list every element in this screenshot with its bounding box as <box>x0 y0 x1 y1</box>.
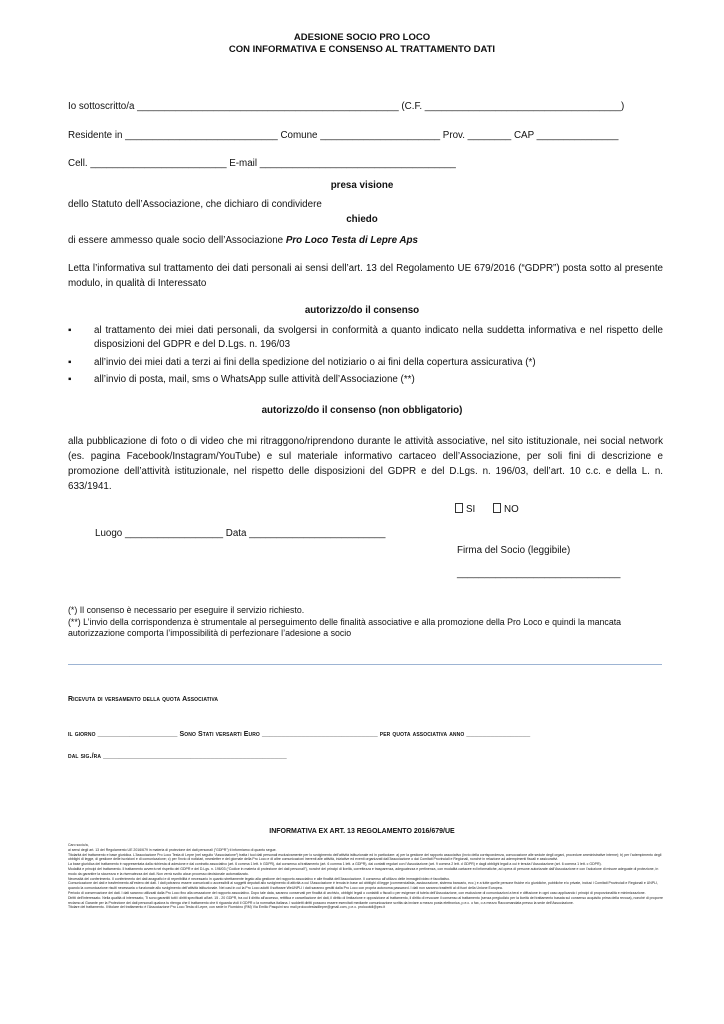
receipt-title: Ricevuta di versamento della quota Associativa <box>68 696 219 703</box>
informativa-paragraph: Modalità e principi del trattamento. Il trattamento avverrà nel rispetto del GDPR e del D.Lgs. n. 196/03 (“Codice in materia di protezione dei dati personali”), nonché dei principi di liceità, correttezza e trasparenza, adeguatezza e pertinenza, con modalità cartacee ed informatiche, ad opera di persone autorizzate dall’Associazione e con l’adozione di misure adeguate di protezione, in modo da garantire la sicurezza e la riservatezza dei dati. Non verrà svolto alcun processo decisionale automatizzato. <box>68 866 659 876</box>
bullet-icon: ▪ <box>68 374 72 385</box>
receipt-payment-row[interactable]: il giorno ____________________ Sono Stati versarti Euro _____________________________ per quota associativa anno ________________ <box>68 731 531 738</box>
footnote-correspondence: (**) L’invio della corrispondenza è strumentale al perseguimento delle finalità associative e alla promozione della Pro Loco e quindi la mancata autorizzazione comporta l’impossibilità di perfezionare l’adesione a socio <box>68 617 622 638</box>
bullet-icon: ▪ <box>68 357 72 368</box>
bullet-icon: ▪ <box>68 325 72 336</box>
checkbox-yes[interactable] <box>455 503 463 513</box>
signature-line[interactable]: ______________________________ <box>457 568 621 579</box>
place-date-field-row[interactable]: Luogo __________________ Data _________________________ <box>95 528 386 539</box>
informativa-title: INFORMATIVA EX ART. 13 REGOLAMENTO 2016/679/UE <box>269 828 455 835</box>
consent-no-option[interactable]: NO <box>493 503 519 515</box>
informativa-paragraph: Necessità del conferimento. Il conferimento dei dati anagrafici e di reperibilità è necessario in quanto strettamente legato alla gestione del rapporto associativo e alle finalità dell’Associazione. Il consenso all’utilizzo delle immagini/video è facoltativo. <box>68 876 451 881</box>
photo-consent-text: alla pubblicazione di foto o di video che mi ritraggono/riprendono durante le attività associative, nel sito istituzionale, nei social network (es. pagina Facebook/Instagram/YouTube) e sul materiale informativo cartaceo dell’Associazione, per soli fini di descrizione e promozione dell’attività istituzionale, nel rispetto delle disposizioni del GDPR e del D.Lgs. n. 196/03, dell’art. 10 c.c. e della L. n. 633/1941. <box>68 436 663 492</box>
optional-consent-heading: autorizzo/do il consenso (non obbligatorio) <box>261 405 463 416</box>
document-title: ADESIONE SOCIO PRO LOCO <box>293 32 431 43</box>
signature-label: Firma del Socio (leggibile) <box>457 545 571 556</box>
informativa-read-text: Letta l’informativa sul trattamento dei dati personali ai sensi dell’art. 13 del Regolamento UE 679/2016 (“GDPR”) posta sotto al presente modulo, in qualità di Interessato <box>68 263 663 289</box>
informativa-paragraph: Comunicazione dei dati e trasferimento all’estero dei dati. I dati potranno essere comunicati o accessibili ai soggetti deputati allo svolgimento di attività a cui l’Associazione è tenuta in base ad obblighi di legge (commercialista, assicurazione, sistema bancario, ecc.) e a tutte quelle persone fisiche e/o giuridiche, pubbliche e/o private, inclusi i Comitati Provinciali e Regionali e UNPLI, quando la comunicazione risulti necessaria o funzionale allo svolgimento dell’attività istituzionale. Nei casi in cui la Pro Loco adotti il software WeUNPLI i dati saranno gestiti dalla Pro Loco con propria autonoma password. I dati non saranno trasferiti al di fuori della Unione Europea. <box>68 881 659 891</box>
contact-field-row[interactable]: Cell. _________________________ E-mail ____________________________________ <box>68 158 456 169</box>
informativa-paragraph: Titolare del trattamento. Il titolare del trattamento è l’Associazione Pro Loco Testa di Lepre, con sede in Fiumicino (RM) Via Emilio Pasquini snc mail prolocotestadilepre@gmail.com, p.e.c. prolocotdl@pec.it <box>68 905 386 910</box>
chiedo-heading: chiedo <box>346 214 378 225</box>
list-item: ▪ al trattamento dei miei dati personali, da svolgersi in conformità a quanto indicato nella suddetta informativa e nel rispetto delle disposizioni del GDPR e del D.Lgs. n. 196/03 <box>68 325 663 350</box>
footnote-required: (*) Il consenso è necessario per eseguire il servizio richiesto. <box>68 605 305 615</box>
consent-yes-option[interactable]: SI <box>455 503 475 515</box>
name-cf-field-row[interactable]: Io sottoscritto/a ________________________________________________ (C.F. ____________________________________) <box>68 101 625 112</box>
informativa-paragraph: Caro socio/a, <box>68 843 89 847</box>
residence-field-row[interactable]: Residente in ____________________________ Comune ______________________ Prov. ________ CAP _______________ <box>68 130 619 141</box>
informativa-paragraph: Diritti dell’interessato. Nella qualità di interessato, Ti sono garantiti tutti i diritti specificati all’art. 15 - 20 GDPR, tra cui il diritto all’accesso, rettifica e cancellazione dei dati, il diritto di limitazione e opposizione al trattamento, il diritto di revocare il consenso al trattamento (senza pregiudizio per la liceità del trattamento basata sul consenso acquisito prima della revoca), nonché di proporre reclamo al Garante per la Protezione dei dati personali qualora tu ritenga che il trattamento che ti riguarda violi il GDPR o la normativa italiana. I suddetti diritti possono essere esercitati mediante comunicazione scritta da inviare a mezzo posta elettronica, p.e.c. o fax, o a mezzo Raccomandata presso la sede dell’Associazione. <box>68 895 663 905</box>
presa-visione-heading: presa visione <box>330 180 394 191</box>
informativa-paragraph: Titolarità del trattamento e base giuridica. L’Associazione Pro Loco Testa di Lepre (nel seguito “Associazione”) tratta i tuoi dati personali esclusivamente per lo svolgimento dell’attività istituzionale ed in particolare: a) per la gestione del rapporto associativo (invio della corrispondenza, convocazione alle sedute degli organi, procedure amministrative interne); b) per l’adempimento degli obblighi di legge, di gestione delle iscrizioni e di comunicazione; c) per l’invio di notiziari, newsletter e del giornale della Pro Loco e di altre comunicazioni inerenti alle attività, iniziative ed eventi organizzati dall’Associazione o dai Comitati Provinciali e Regionali, nonché in relazione ad adempimenti fiscali e assicurativi. <box>68 852 662 862</box>
informativa-body <box>68 843 664 921</box>
membership-request-text <box>68 235 418 246</box>
document-subtitle: CON INFORMATIVA E CONSENSO AL TRATTAMENTO DATI <box>228 44 496 55</box>
list-item: ▪ all’invio dei miei dati a terzi ai fini della spedizione del notiziario o ai fini della copertura assicurativa (*) <box>68 357 536 368</box>
receipt-name-row[interactable]: dal sig./ra ______________________________________________ <box>68 753 287 760</box>
list-item: ▪ all’invio di posta, mail, sms o WhatsApp sulle attività dell’Associazione (**) <box>68 374 415 385</box>
consent-heading: autorizzo/do il consenso <box>304 305 420 316</box>
divider <box>68 664 662 665</box>
informativa-paragraph: Periodo di conservazione dei dati. I dati saranno utilizzati dalla Pro Loco fino alla cessazione del rapporto associativo. Dopo tale data, saranno conservati per finalità di archivio, obblighi legali o contabili o fiscali o per esigenze di tutela dell’Associazione, con esclusione di comunicazioni a terzi e diffusione in ogni caso applicando i principi di proporzionalità e minimizzazione. <box>68 890 646 895</box>
membership-request-prefix: di essere ammesso quale socio dell’Associazione <box>68 235 286 246</box>
statuto-text: dello Statuto dell’Associazione, che dichiaro di condividere <box>68 199 322 210</box>
informativa-paragraph: La base giuridica del trattamento è rappresentata dalla richiesta di adesione e dal contratto associativo (art. 6 comma 1 lett. b GDPR), dal consenso al trattamento (art. 6 comma 1 lett. a GDPR), dai contatti regolari con l’Associazione (art. 9 comma 2 lett. d GDPR) e dagli obblighi legali a cui è tenuta l’Associazione (art. 6 comma 1 lett. c GDPR). <box>68 862 602 867</box>
informativa-paragraph: ai sensi degli art. 13 del Regolamento UE 2016/679 in materia di protezione dei dati personali ("GDPR") ti informiamo di quanto segue. <box>68 847 277 852</box>
checkbox-no[interactable] <box>493 503 501 513</box>
association-name: Pro Loco Testa di Lepre Aps <box>285 235 418 246</box>
